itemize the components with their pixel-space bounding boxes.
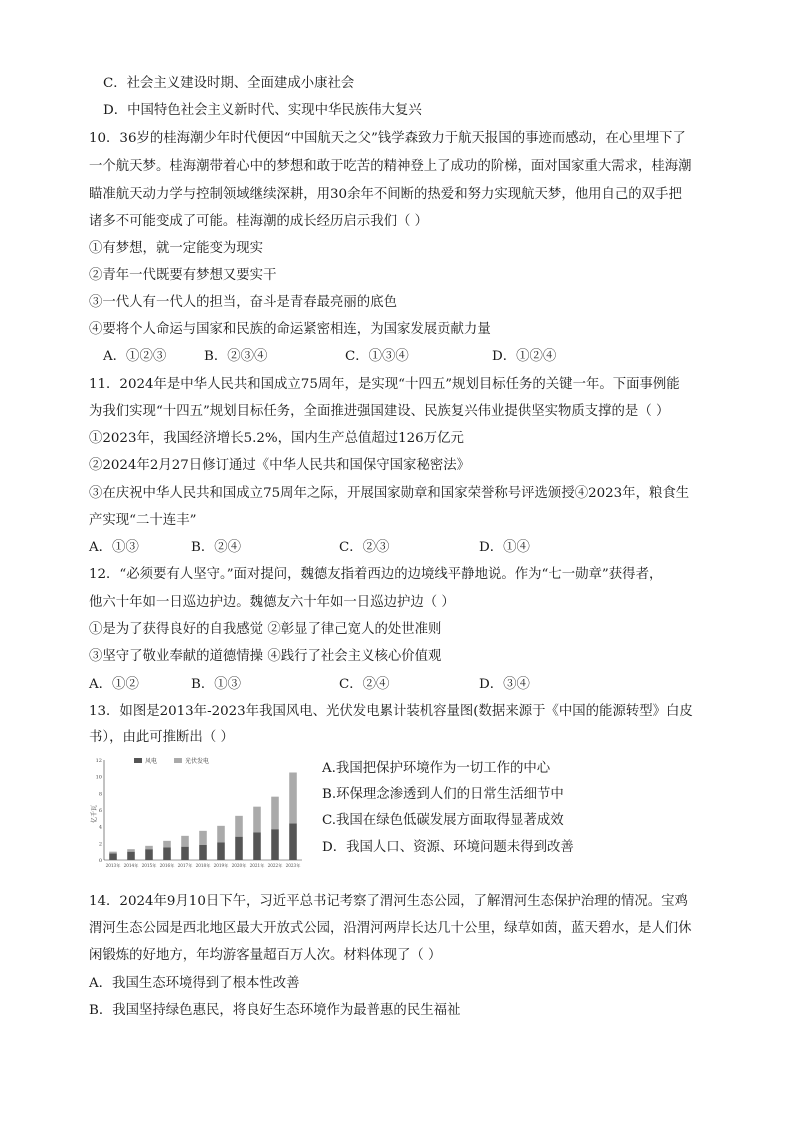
q11-statement-1: ①2023年，我国经济增长5.2%，国内生产总值超过126万亿元 <box>89 431 464 446</box>
legend-swatch-wind <box>134 758 142 763</box>
q10-statement-4: ④要将个人命运与国家和民族的命运紧密相连，为国家发展贡献力量 <box>89 322 491 337</box>
q12-statements-1: ①是为了获得良好的自我感觉 ②彰显了律己宽人的处世准则 <box>89 622 442 637</box>
bar-solar <box>109 852 117 854</box>
bar-wind <box>289 823 297 860</box>
x-tick-label: 2020年 <box>231 863 247 868</box>
q12-statements-2: ③坚守了敬业奉献的道德情操 ④践行了社会主义核心价值观 <box>89 649 442 664</box>
bar-wind <box>217 843 225 861</box>
q13-option-c[interactable]: C.我国在绿色低碳发展方面取得显著成效 <box>322 813 564 828</box>
q12-option-a[interactable]: A．①② <box>89 677 139 692</box>
x-tick-label: 2014年 <box>123 863 139 868</box>
bar-wind <box>235 837 243 860</box>
y-tick-label: 2 <box>98 841 102 848</box>
bar-wind <box>181 847 189 860</box>
y-tick-label: 12 <box>95 758 102 764</box>
bar-wind <box>109 853 117 860</box>
q10-stem-line-2: 一个航天梦。桂海潮带着心中的梦想和敢于吃苦的精神登上了成功的阶梯，面对国家重大需求，桂海潮 <box>89 159 692 174</box>
bar-solar <box>235 816 243 837</box>
q11-option-b[interactable]: B．②④ <box>191 540 242 555</box>
bar-wind <box>127 852 135 860</box>
chart-y-axis-label: 亿千瓦 <box>91 804 98 824</box>
q14-option-b[interactable]: B．我国坚持绿色惠民，将良好生态环境作为最普惠的民生福祉 <box>89 1003 461 1018</box>
q10-option-c[interactable]: C．①③④ <box>345 349 409 364</box>
bar-solar <box>217 826 225 843</box>
q10-stem-line-4: 诸多不可能变成了可能。桂海潮的成长经历启示我们（ ） <box>89 214 429 229</box>
y-tick-label: 8 <box>98 791 102 798</box>
q14-option-a[interactable]: A．我国生态环境得到了根本性改善 <box>89 976 300 991</box>
legend-swatch-solar <box>174 758 182 763</box>
q13-stem-line-2: 书），由此可推断出（ ） <box>89 730 234 745</box>
legend-label-wind: 风电 <box>145 758 158 765</box>
q12-stem-line-2: 他六十年如一日巡边护边。魏德友六十年如一日巡边护边（ ） <box>89 595 455 610</box>
q10-option-a[interactable]: A．①②③ <box>103 349 167 364</box>
x-tick-label: 2016年 <box>159 863 175 868</box>
q14-stem-line-3: 闲锻炼的好地方，年均游客量超百万人次。材料体现了（ ） <box>89 948 442 963</box>
x-tick-label: 2019年 <box>213 863 229 868</box>
q10-stem-line-3: 瞄准航天动力学与控制领域继续深耕，用30余年不间断的热爱和努力实现航天梦，他用自己的双手把 <box>89 187 682 202</box>
q10-option-d[interactable]: D．①②④ <box>492 349 557 364</box>
q11-option-c[interactable]: C．②③ <box>339 540 390 555</box>
bar-solar <box>145 846 153 849</box>
bar-wind <box>199 845 207 860</box>
y-tick-label: 6 <box>98 808 102 814</box>
x-tick-label: 2021年 <box>249 863 265 868</box>
bar-solar <box>127 849 135 852</box>
x-tick-label: 2013年 <box>105 863 121 868</box>
q10-statement-1: ①有梦想，就一定能变为现实 <box>89 241 264 256</box>
q10-statement-3: ③一代人有一代人的担当，奋斗是青春最亮丽的底色 <box>89 295 397 310</box>
q12-stem-line-1: 12．“必须要有人坚守。”面对提问，魏德友指着西边的边境线平静地说。作为“七一勋章”获得者， <box>89 567 663 582</box>
q11-option-a[interactable]: A．①③ <box>89 540 139 555</box>
bar-wind <box>163 848 171 861</box>
y-tick-label: 4 <box>98 824 102 831</box>
q14-stem-line-2: 渭河生态公园是西北地区最大开放式公园，沿渭河两岸长达几十公里，绿草如茵，蓝天碧水，是人们休 <box>89 921 692 936</box>
legend-label-solar: 光伏发电 <box>185 758 210 765</box>
q14-stem-line-1: 14．2024年9月10日下午，习近平总书记考察了渭河生态公园，了解渭河生态保护治理的情况。宝鸡 <box>89 894 688 909</box>
q11-statement-3: ③在庆祝中华人民共和国成立75周年之际，开展国家勋章和国家荣誉称号评选颁授④2023年，粮食生 <box>89 486 690 501</box>
y-tick-label: 10 <box>95 774 102 781</box>
bar-solar <box>181 836 189 847</box>
q9-option-c: C．社会主义建设时期、全面建成小康社会 <box>103 76 355 91</box>
bar-solar <box>253 807 261 833</box>
x-tick-label: 2018年 <box>195 863 211 868</box>
q10-option-b[interactable]: B．②③④ <box>204 349 268 364</box>
y-tick-label: 0 <box>98 858 102 864</box>
bar-wind <box>271 829 279 860</box>
q9-option-d: D．中国特色社会主义新时代、实现中华民族伟大复兴 <box>103 103 422 118</box>
q12-option-c[interactable]: C．②④ <box>339 677 390 692</box>
bar-solar <box>199 831 207 845</box>
q10-statement-2: ②青年一代既要有梦想又要实干 <box>89 268 277 283</box>
capacity-bar-chart <box>90 752 308 870</box>
x-tick-label: 2023年 <box>285 863 301 868</box>
q13-option-b[interactable]: B.环保理念渗透到人们的日常生活细节中 <box>322 787 564 802</box>
q11-stem-line-1: 11．2024年是中华人民共和国成立75周年，是实现“十四五”规划目标任务的关键一年。下面事例能 <box>89 377 680 392</box>
q12-option-d[interactable]: D．③④ <box>479 677 530 692</box>
q11-statement-2: ②2024年2月27日修订通过《中华人民共和国保守国家秘密法》 <box>89 458 471 473</box>
q11-option-d[interactable]: D．①④ <box>479 540 530 555</box>
q13-stem-line-1: 13．如图是2013年-2023年我国风电、光伏发电累计装机容量图(数据来源于《中国的能源转型》白皮 <box>89 704 693 719</box>
bar-solar <box>163 841 171 848</box>
q12-option-b[interactable]: B．①③ <box>191 677 242 692</box>
x-tick-label: 2015年 <box>141 863 157 868</box>
q11-stem-line-2: 为我们实现“十四五”规划目标任务，全面推进强国建设、民族复兴伟业提供坚实物质支撑的是（ ） <box>89 404 670 419</box>
bar-wind <box>253 833 261 861</box>
bar-wind <box>145 849 153 860</box>
bar-solar <box>289 773 297 824</box>
q10-stem-line-1: 10．36岁的桂海潮少年时代便因“中国航天之父”钱学森致力于航天报国的事迹而感动，在心里埋下了 <box>89 131 686 146</box>
q13-option-d[interactable]: D．我国人口、资源、环境问题未得到改善 <box>322 840 574 855</box>
q13-option-a[interactable]: A.我国把保护环境作为一切工作的中心 <box>322 761 551 776</box>
q11-statement-3-cont: 产实现“二十连丰” <box>89 513 197 528</box>
x-tick-label: 2017年 <box>177 863 193 868</box>
bar-solar <box>271 797 279 830</box>
x-tick-label: 2022年 <box>267 863 283 868</box>
